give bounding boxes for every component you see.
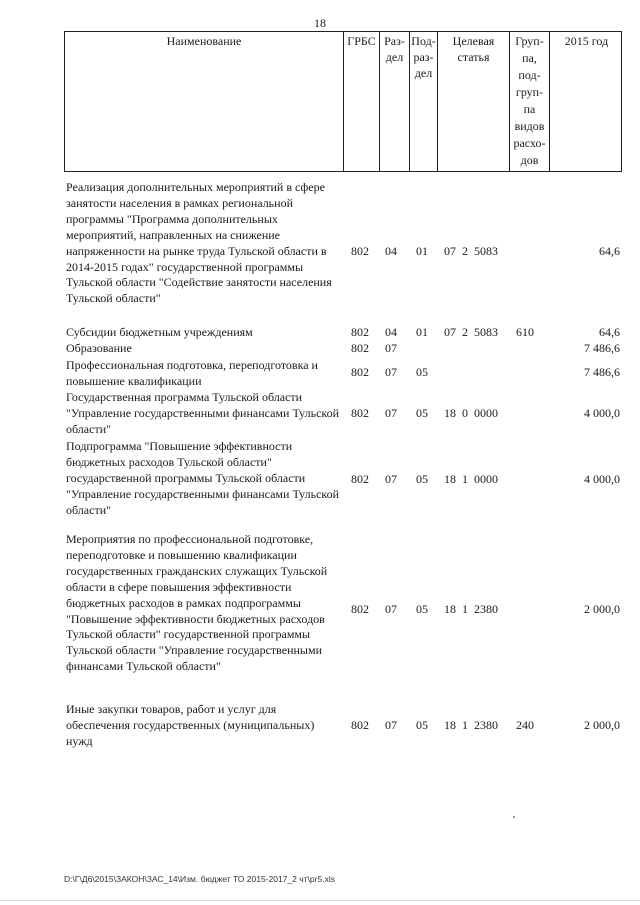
row-value: 4 000,0 <box>584 472 620 486</box>
header-name: Наименование <box>166 34 242 48</box>
row-value: 64,6 <box>599 244 620 258</box>
row-value: 2 000,0 <box>584 602 620 616</box>
row-value: 64,6 <box>599 325 620 339</box>
row-name: Мероприятия по профессиональной подготовке, переподготовке и повышению квалификации государственных гражданских служащих Тульской области в сфере повышения эффективности бюджетных расходов в рамках подпрограммы "Повышение эффективности бюджетных расходов Тульской области" государственной программы Тульской области "Управление государственными финансами Тульской области" <box>66 532 328 674</box>
row-podrazdel: 05 <box>416 472 428 486</box>
row-grbs: 802 <box>351 406 369 420</box>
row-target: 07 2 5083 <box>444 244 498 258</box>
row-grbs: 802 <box>351 325 369 339</box>
row-name: Иные закупки товаров, работ и услуг для обеспечения государственных (муниципальных) нужд <box>66 702 315 748</box>
row-grbs: 802 <box>351 365 369 379</box>
row-grbs: 802 <box>351 341 369 355</box>
file-path-footer: D:\Г\Д6\2015\ЗАКОН\ЗАС_14\Изм. бюджет ТО 2015-2017_2 чт\pr5.xls <box>64 874 335 884</box>
row-razdel: 07 <box>385 718 397 732</box>
row-razdel: 04 <box>385 325 397 339</box>
page-number: 18 <box>314 16 326 30</box>
row-podrazdel: 05 <box>416 718 428 732</box>
row-value: 7 486,6 <box>584 341 620 355</box>
row-podrazdel: 05 <box>416 406 428 420</box>
row-name: Государственная программа Тульской области "Управление государственными финансами Тульской области" <box>66 390 340 436</box>
header-year: 2015 год <box>549 32 623 171</box>
header-podrazdel: Под- раз- дел <box>409 32 437 171</box>
row-razdel: 07 <box>385 365 397 379</box>
header-grbs: ГРБС <box>343 32 379 171</box>
scan-speck <box>513 816 515 818</box>
row-grbs: 802 <box>351 718 369 732</box>
row-value: 2 000,0 <box>584 718 620 732</box>
row-razdel: 07 <box>385 341 397 355</box>
row-name: Реализация дополнительных мероприятий в сфере занятости населения в рамках региональной программы "Программа дополнительных мероприятий, направленных на снижение напряженности на рынке труда Тульской области в 2014-2015 годах" государственной программы Тульской области "Содействие занятости населения Тульской области" <box>66 180 332 306</box>
header-razdel: Раз- дел <box>379 32 409 171</box>
row-target: 18 0 0000 <box>444 406 498 420</box>
row-target: 18 1 0000 <box>444 472 498 486</box>
row-value: 4 000,0 <box>584 406 620 420</box>
row-name: Профессиональная подготовка, переподготовка и повышение квалификации <box>66 358 318 388</box>
row-podrazdel: 05 <box>416 602 428 616</box>
header-target: Целевая статья <box>437 32 509 171</box>
row-target: 18 1 2380 <box>444 718 498 732</box>
row-podrazdel: 01 <box>416 244 428 258</box>
row-podrazdel: 05 <box>416 365 428 379</box>
row-grbs: 802 <box>351 602 369 616</box>
table-header <box>64 31 622 172</box>
row-razdel: 07 <box>385 602 397 616</box>
row-value: 7 486,6 <box>584 365 620 379</box>
row-grbs: 802 <box>351 244 369 258</box>
scan-edge-line <box>0 900 640 901</box>
header-group: Груп- па, под- груп- па видов расхо- дов <box>509 32 549 171</box>
row-target: 18 1 2380 <box>444 602 498 616</box>
row-target: 07 2 5083 <box>444 325 498 339</box>
row-grbs: 802 <box>351 472 369 486</box>
row-name: Подпрограмма "Повышение эффективности бюджетных расходов Тульской области" государственной программы Тульской области "Управление государственными финансами Тульской области" <box>66 439 340 517</box>
row-name: Образование <box>66 341 132 355</box>
row-razdel: 04 <box>385 244 397 258</box>
row-podrazdel: 01 <box>416 325 428 339</box>
row-razdel: 07 <box>385 406 397 420</box>
row-name: Субсидии бюджетным учреждениям <box>66 325 253 339</box>
row-group: 240 <box>516 718 534 732</box>
row-razdel: 07 <box>385 472 397 486</box>
row-group: 610 <box>516 325 534 339</box>
